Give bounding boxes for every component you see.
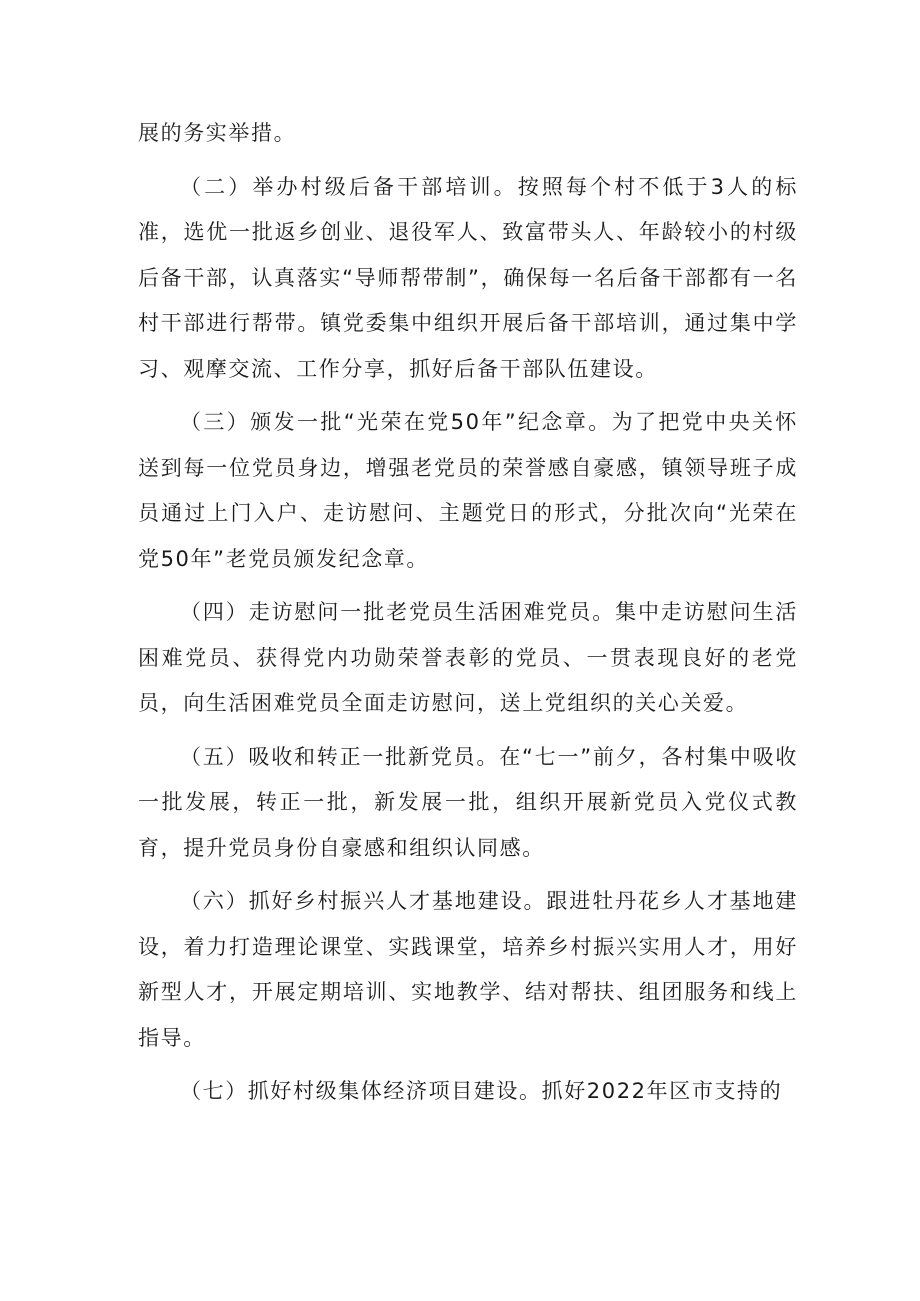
paragraph-item-4: （四）走访慰问一批老党员生活困难党员。集中走访慰问生活困难党员、获得党内功勋荣誉表彰的党员、一贯表现良好的老党员，向生活困难党员全面走访慰问，送上党组织的关心关爱。 xyxy=(138,600,798,715)
paragraph-item-3: （三）颁发一批“光荣在党50年”纪念章。为了把党中央关怀送到每一位党员身边，增强老党员的荣誉感自豪感，镇领导班子成员通过上门入户、走访慰问、主题党日的形式，分批次向“光荣在党50年”老党员颁发纪念章。 xyxy=(138,410,798,571)
paragraph-item-5: （五）吸收和转正一批新党员。在“七一”前夕，各村集中吸收一批发展，转正一批，新发展一批，组织开展新党员入党仪式教育，提升党员身份自豪感和组织认同感。 xyxy=(138,744,798,860)
paragraph-continuation: 展的务实举措。 xyxy=(138,121,297,145)
document-body xyxy=(138,111,798,1123)
paragraph-item-2: （二）举办村级后备干部培训。按照每个村不低于3人的标准，选优一批返乡创业、退役军人、致富带头人、年龄较小的村级后备干部，认真落实“导师帮带制”，确保每一名后备干部都有一名村干部进行帮带。镇党委集中组织开展后备干部培训，通过集中学习、观摩交流、工作分享，抓好后备干部队伍建设。 xyxy=(138,174,798,381)
paragraph-item-7: （七）抓好村级集体经济项目建设。抓好2022年区市支持的 xyxy=(180,1079,783,1103)
paragraph-item-6: （六）抓好乡村振兴人才基地建设。跟进牡丹花乡人才基地建设，着力打造理论课堂、实践课堂，培养乡村振兴实用人才，用好新型人才，开展定期培训、实地教学、结对帮扶、组团服务和线上指导。 xyxy=(138,889,798,1050)
